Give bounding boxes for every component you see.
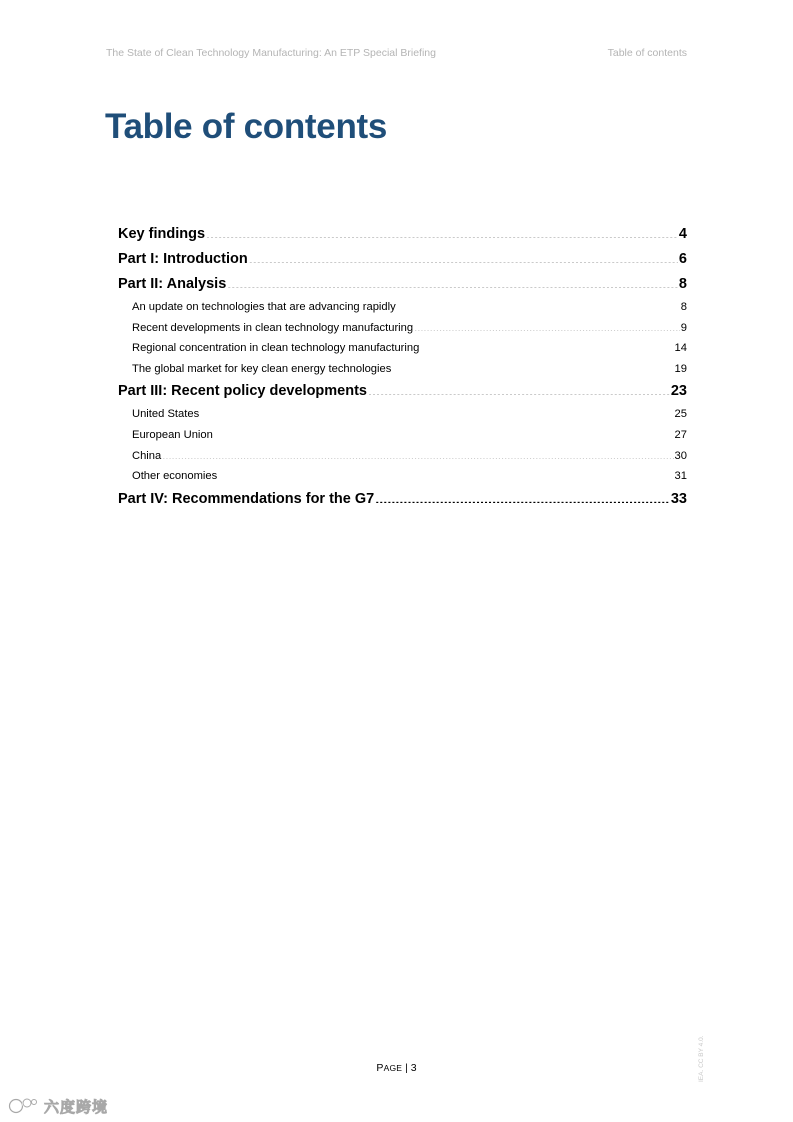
page-label-rest: AGE <box>383 1063 403 1073</box>
toc-dot-leader <box>214 427 674 438</box>
toc-entry-label: European Union <box>132 428 213 441</box>
toc-dot-leader <box>392 361 673 372</box>
toc-entry-page: 14 <box>674 342 687 355</box>
toc-entry-label: Part II: Analysis <box>118 276 227 292</box>
toc-entry-page: 23 <box>670 383 687 400</box>
page-footer <box>0 1062 793 1074</box>
toc-subentry[interactable] <box>118 297 687 318</box>
toc-entry[interactable] <box>118 487 687 512</box>
toc-dot-leader <box>227 274 678 289</box>
toc-entry-label: Part III: Recent policy developments <box>118 383 367 400</box>
toc-entry-label: Key findings <box>118 226 206 242</box>
toc-entry-label: An update on technologies that are advancing rapidly <box>132 301 396 313</box>
toc-entry-page: 6 <box>678 251 687 267</box>
page-label <box>376 1062 402 1074</box>
toc-entry-page: 30 <box>674 449 687 462</box>
toc-dot-leader <box>397 299 680 310</box>
toc-entry-page: 19 <box>674 362 687 375</box>
watermark-text: 六度跨境 <box>44 1097 109 1116</box>
toc-entry-label: China <box>132 449 162 462</box>
toc-dot-leader <box>375 488 670 503</box>
toc-entry-page: 4 <box>678 226 687 242</box>
toc-entry-label: Part I: Introduction <box>118 251 248 267</box>
toc-subentry[interactable] <box>118 404 687 425</box>
toc-entry-label: United States <box>132 408 200 421</box>
license-notice: IEA. CC BY 4.0. <box>698 1035 705 1082</box>
toc-dot-leader <box>218 468 673 479</box>
table-of-contents <box>118 222 687 512</box>
page-number: 3 <box>410 1062 417 1074</box>
toc-dot-leader <box>249 249 678 264</box>
toc-entry-page: 33 <box>670 490 687 507</box>
watermark <box>8 1094 108 1118</box>
toc-dot-leader <box>414 319 680 330</box>
running-header <box>106 47 687 63</box>
toc-dot-leader <box>368 381 670 396</box>
toc-subentry[interactable] <box>118 359 687 380</box>
toc-subentry[interactable] <box>118 446 687 467</box>
toc-subentry[interactable] <box>118 425 687 446</box>
page-title: Table of contents <box>105 107 388 146</box>
toc-entry-page: 9 <box>680 321 687 334</box>
toc-dot-leader <box>162 447 673 458</box>
toc-entry[interactable] <box>118 379 687 404</box>
toc-entry[interactable] <box>118 247 687 272</box>
toc-entry-page: 27 <box>674 428 687 441</box>
toc-dot-leader <box>200 406 673 417</box>
toc-entry-label: Part IV: Recommendations for the G7 <box>118 490 375 507</box>
toc-entry-page: 31 <box>674 470 687 483</box>
page-separator: | <box>402 1062 411 1074</box>
toc-entry-page: 25 <box>674 408 687 421</box>
watermark-logo-icon <box>8 1096 38 1116</box>
toc-entry-page: 8 <box>678 276 687 292</box>
toc-entry-page: 8 <box>680 301 687 313</box>
toc-dot-leader <box>206 224 678 239</box>
toc-entry-label: Other economies <box>132 470 218 483</box>
toc-subentry[interactable] <box>118 338 687 359</box>
header-section-title: Table of contents <box>607 47 687 59</box>
toc-entry-label: Recent developments in clean technology manufacturing <box>132 321 414 334</box>
header-document-title: The State of Clean Technology Manufacturing: An ETP Special Briefing <box>106 47 436 59</box>
toc-entry[interactable] <box>118 222 687 247</box>
toc-subentry[interactable] <box>118 318 687 339</box>
toc-dot-leader <box>420 340 673 351</box>
toc-subentry[interactable] <box>118 466 687 487</box>
toc-entry[interactable] <box>118 272 687 297</box>
page-label-initial: P <box>376 1062 384 1074</box>
toc-entry-label: The global market for key clean energy technologies <box>132 362 392 375</box>
toc-entry-label: Regional concentration in clean technology manufacturing <box>132 342 420 355</box>
